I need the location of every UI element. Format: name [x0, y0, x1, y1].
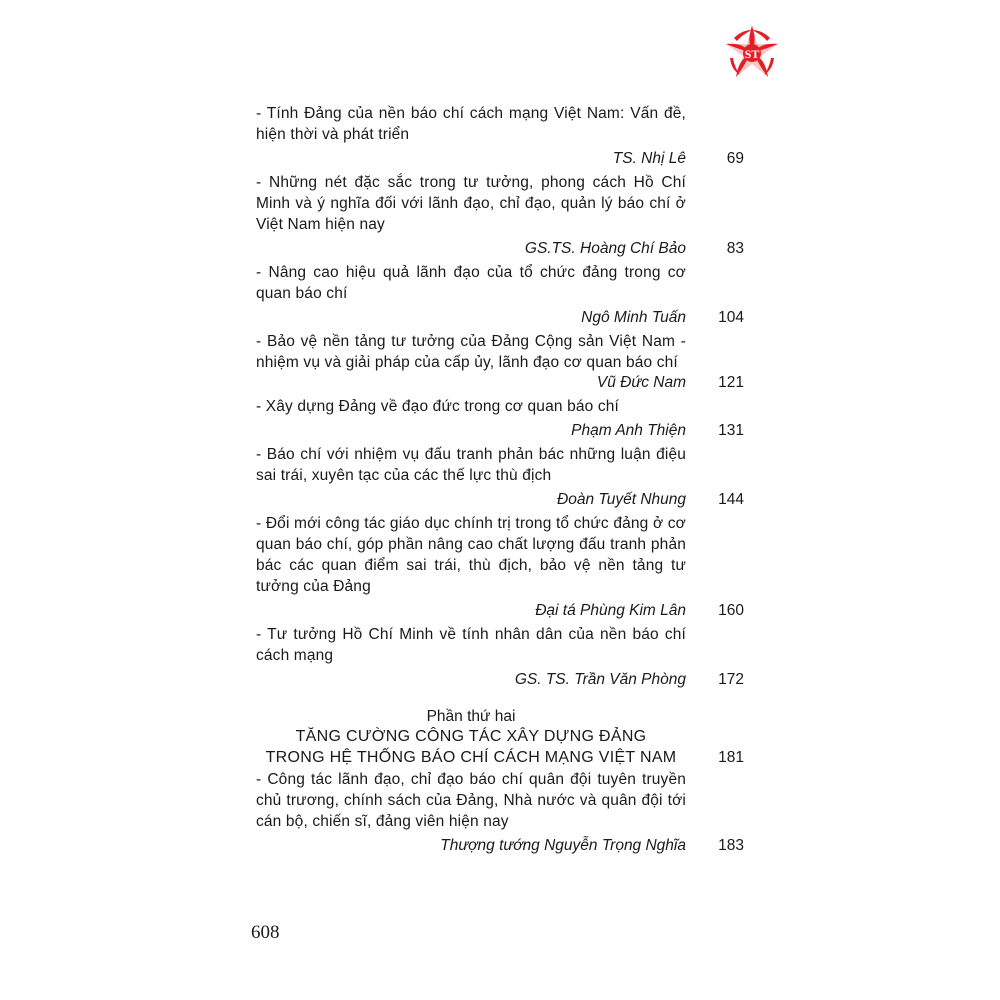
entry-title: - Công tác lãnh đạo, chỉ đạo báo chí quân đội tuyên truyền chủ trương, chính sách của Đảng, Nhà nước và quân đội tới cán bộ, chiến sĩ, đảng viên hiện nay	[256, 771, 686, 830]
section-title-line-2: TRONG HỆ THỐNG BÁO CHÍ CÁCH MẠNG VIỆT NAM	[265, 749, 677, 766]
entry-page-number: 69	[726, 150, 744, 167]
toc-entry[interactable]	[256, 103, 744, 170]
page-number: 608	[251, 922, 280, 943]
entry-author: TS. Nhị Lê	[612, 150, 686, 167]
entry-author: GS. TS. Trần Văn Phòng	[514, 671, 686, 688]
entry-author: Đoàn Tuyết Nhung	[557, 491, 686, 508]
entry-title: - Báo chí với nhiệm vụ đấu tranh phản bác những luận điệu sai trái, xuyên tạc của các thế lực thù địch	[256, 446, 686, 484]
table-of-contents	[256, 103, 744, 859]
section-title-line-1: TĂNG CƯỜNG CÔNG TÁC XÂY DỰNG ĐẢNG	[295, 728, 647, 745]
toc-entry[interactable]	[256, 769, 744, 857]
section-heading[interactable]	[256, 707, 744, 769]
entry-author: Ngô Minh Tuấn	[581, 309, 686, 326]
entry-title: - Bảo vệ nền tảng tư tưởng của Đảng Cộng sản Việt Nam - nhiệm vụ và giải pháp của cấp ủy, lãnh đạo cơ quan báo chí	[256, 333, 686, 371]
toc-entry[interactable]	[256, 513, 744, 622]
entry-title: - Tư tưởng Hồ Chí Minh về tính nhân dân của nền báo chí cách mạng	[256, 626, 686, 664]
entry-title: - Tính Đảng của nền báo chí cách mạng Việt Nam: Vấn đề, hiện thời và phát triển	[256, 105, 686, 143]
toc-entry[interactable]	[256, 172, 744, 260]
entry-author: Thượng tướng Nguyễn Trọng Nghĩa	[440, 837, 686, 854]
toc-entry[interactable]	[256, 444, 744, 511]
toc-entry[interactable]	[256, 396, 744, 442]
entry-page-number: 160	[718, 602, 744, 619]
star-emblem-icon	[722, 22, 782, 82]
entry-author: Đại tá Phùng Kim Lân	[535, 602, 686, 619]
entry-author: Vũ Đức Nam	[596, 374, 686, 391]
toc-entry[interactable]	[256, 331, 744, 394]
entry-title: - Nâng cao hiệu quả lãnh đạo của tổ chức đảng trong cơ quan báo chí	[256, 264, 686, 302]
entry-page-number: 121	[718, 374, 744, 391]
section-label: Phần thứ hai	[426, 708, 516, 725]
entry-page-number: 83	[726, 240, 744, 257]
entry-page-number: 144	[718, 491, 744, 508]
entry-page-number: 104	[718, 309, 744, 326]
svg-text:ST: ST	[744, 47, 760, 61]
entry-title: - Xây dựng Đảng về đạo đức trong cơ quan báo chí	[256, 398, 619, 415]
entry-page-number: 172	[718, 671, 744, 688]
entry-author: GS.TS. Hoàng Chí Bảo	[524, 240, 686, 257]
entry-page-number: 183	[718, 837, 744, 854]
toc-entry[interactable]	[256, 624, 744, 691]
toc-entry[interactable]	[256, 262, 744, 329]
entry-title: - Những nét đặc sắc trong tư tưởng, phong cách Hồ Chí Minh và ý nghĩa đối với lãnh đạo, chỉ đạo, quản lý báo chí ở Việt Nam hiện nay	[256, 174, 686, 233]
entry-author: Phạm Anh Thiện	[571, 422, 686, 439]
entry-page-number: 131	[718, 422, 744, 439]
entry-title: - Đổi mới công tác giáo dục chính trị trong tổ chức đảng ở cơ quan báo chí, góp phần nâng cao chất lượng đấu tranh phản bác các quan điểm sai trái, thù địch, bảo vệ nền tảng tư tưởng của Đảng	[256, 515, 686, 595]
section-page-number: 181	[718, 749, 744, 766]
